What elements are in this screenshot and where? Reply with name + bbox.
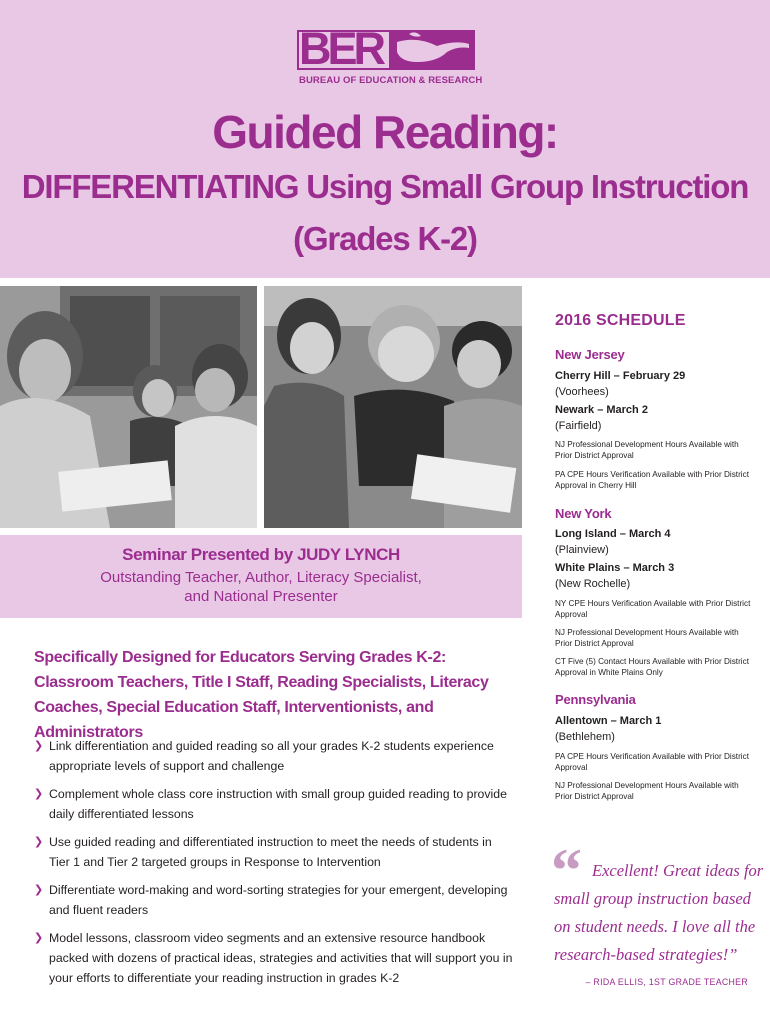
credit-note: NJ Professional Development Hours Available with Prior District Approval <box>555 440 739 460</box>
list-item <box>34 880 514 920</box>
bullet-text: Differentiate word-making and word-sorting strategies for your emergent, developing and fluent readers <box>49 883 508 917</box>
testimonial-quote: Excellent! Great ideas for small group instruction based on student needs. I love all the research-based strategies!” <box>554 861 764 964</box>
credit-note: CT Five (5) Contact Hours Available with Prior District Approval in White Plains Only <box>555 657 749 677</box>
location-date: Cherry Hill – February 29 <box>555 370 686 382</box>
location-white-plains <box>555 560 674 576</box>
presenter-credentials-line1: Outstanding Teacher, Author, Literacy Specialist, <box>100 569 422 586</box>
benefit-list <box>34 736 514 996</box>
audience-heading: Specifically Designed for Educators Serving Grades K-2: Classroom Teachers, Title I Staff, Reading Specialists, Literacy Coaches, Special Education Staff, Interventionists, and Administrators <box>34 649 489 741</box>
list-item <box>34 784 514 824</box>
credit-note: NJ Professional Development Hours Available with Prior District Approval <box>555 628 739 648</box>
seminar-presenter: Seminar Presented by JUDY LYNCH <box>122 545 400 564</box>
page-subtitle-line2: (Grades K-2) <box>293 220 477 257</box>
schedule-heading: 2016 SCHEDULE <box>555 312 686 329</box>
chevron-right-icon: ❯ <box>34 884 44 896</box>
quote-mark-icon: “ <box>551 837 582 905</box>
list-item <box>34 928 514 988</box>
location-long-island <box>555 526 671 542</box>
credit-note: NY CPE Hours Verification Available with Prior District Approval <box>555 599 751 619</box>
presenter-credentials-line2: and National Presenter <box>184 588 338 605</box>
credit-note: PA CPE Hours Verification Available with Prior District Approval in Cherry Hill <box>555 470 749 490</box>
state-new-york: New York <box>555 506 612 521</box>
state-new-jersey: New Jersey <box>555 347 625 362</box>
chevron-right-icon: ❯ <box>34 788 44 800</box>
location-date: White Plains – March 3 <box>555 562 675 574</box>
location-date: Long Island – March 4 <box>555 528 671 540</box>
state-pennsylvania: Pennsylvania <box>555 692 636 707</box>
location-newark <box>555 402 648 418</box>
venue-bethlehem: (Bethlehem) <box>555 731 615 743</box>
chevron-right-icon: ❯ <box>34 836 44 848</box>
venue-fairfield: (Fairfield) <box>555 420 602 432</box>
testimonial-attribution: – RIDA ELLIS, 1ST GRADE TEACHER <box>585 977 748 987</box>
location-cherry-hill <box>555 368 685 384</box>
location-date: Newark – March 2 <box>555 404 648 416</box>
logo-subtitle: BUREAU OF EDUCATION & RESEARCH <box>299 75 483 86</box>
ber-logo <box>297 23 483 90</box>
bullet-text: Use guided reading and differentiated instruction to meet the needs of students in Tier 1 and Tier 2 targeted groups in Response to Intervention <box>49 835 492 869</box>
chevron-right-icon: ❯ <box>34 740 44 752</box>
bullet-text: Complement whole class core instruction with small group guided reading to provide daily differentiated lessons <box>49 787 507 821</box>
chevron-right-icon: ❯ <box>34 932 44 944</box>
venue-new-rochelle: (New Rochelle) <box>555 578 631 590</box>
venue-voorhees: (Voorhees) <box>555 386 609 398</box>
location-allentown <box>555 713 661 729</box>
list-item <box>34 736 514 776</box>
photo-teacher-with-students <box>0 286 257 528</box>
bullet-text: Model lessons, classroom video segments and an extensive resource handbook packed with dozens of practical ideas, strategies and activities that will support you in your efforts to differentiate your reading instruction in grades K-2 <box>49 931 513 985</box>
bullet-text: Link differentiation and guided reading so all your grades K-2 students experience appropriate levels of support and challenge <box>49 739 494 773</box>
credit-note: NJ Professional Development Hours Available with Prior District Approval <box>555 781 739 801</box>
venue-plainview: (Plainview) <box>555 544 609 556</box>
photo-children-reading <box>264 286 522 528</box>
credit-note: PA CPE Hours Verification Available with Prior District Approval <box>555 752 749 772</box>
location-date: Allentown – March 1 <box>555 715 662 727</box>
list-item <box>34 832 514 872</box>
page-subtitle-line1: DIFFERENTIATING Using Small Group Instruction <box>21 168 749 205</box>
logo-letters: BER <box>299 23 383 74</box>
page-title: Guided Reading: <box>212 106 558 158</box>
